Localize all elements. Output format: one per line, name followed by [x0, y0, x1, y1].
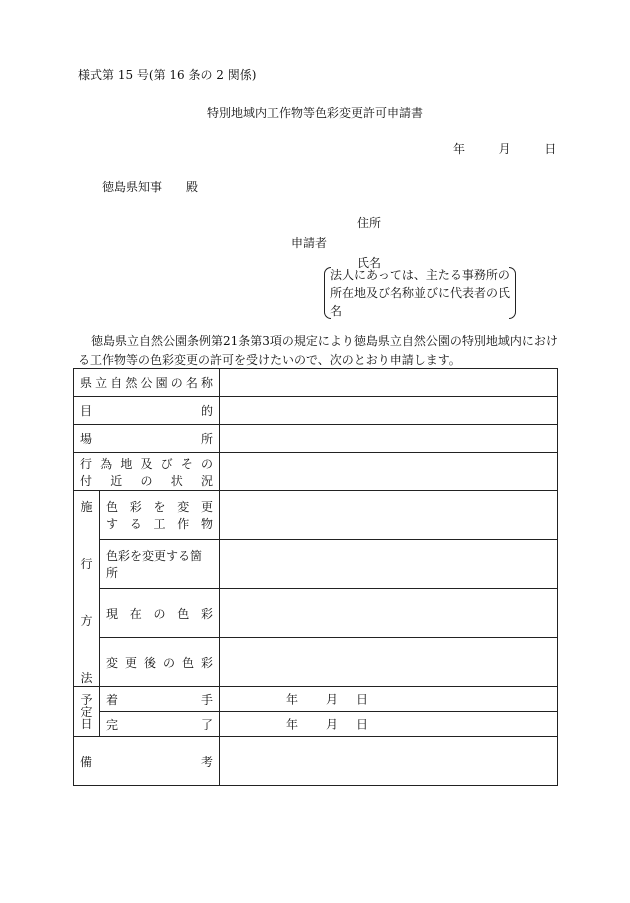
row-start: [74, 687, 558, 712]
after-color-label: 変更後の色彩: [100, 638, 220, 687]
body-text: 徳島県立自然公園条例第21条第3項の規定により徳島県立自然公園の特別地域内における工作物等の色彩変更の許可を受けたいので、次のとおり申請します。: [78, 334, 558, 367]
date-month: 月: [498, 142, 511, 156]
start-label: 着手: [100, 687, 220, 712]
structure-label: 色彩を変更 する工作物: [100, 491, 220, 540]
end-label: 完了: [100, 712, 220, 737]
park-name-field[interactable]: [220, 369, 558, 397]
row-method-current: [74, 589, 558, 638]
name-label: 氏名: [357, 256, 382, 270]
row-location: [74, 425, 558, 453]
end-day: 日: [356, 717, 369, 732]
corporation-note: [330, 266, 510, 320]
end-date-field[interactable]: [220, 712, 558, 737]
row-method-part: [74, 540, 558, 589]
row-method-structure: [74, 491, 558, 540]
method-group-label: 施 行 方 法: [74, 491, 100, 687]
row-surroundings: [74, 453, 558, 491]
end-month: 月: [326, 717, 339, 732]
remarks-label: 備考: [74, 737, 220, 786]
address-label: 住所: [357, 216, 382, 230]
current-color-label: 現在の色彩: [100, 589, 220, 638]
after-color-field[interactable]: [220, 638, 558, 687]
row-end: [74, 712, 558, 737]
remarks-field[interactable]: [220, 737, 558, 786]
addressee: 徳島県知事 殿: [102, 180, 199, 194]
corporation-note-text: 法人にあっては、主たる事務所の所在地及び名称並びに代表者の氏名: [330, 268, 511, 318]
row-remarks: [74, 737, 558, 786]
document-title: 特別地域内工作物等色彩変更許可申請書: [206, 106, 423, 120]
end-year: 年: [286, 717, 299, 732]
bracket-left: [324, 267, 331, 319]
application-table: [73, 368, 558, 786]
date-year: 年: [453, 142, 466, 156]
park-name-label: 県立自然公園の名称: [74, 369, 220, 397]
row-park-name: [74, 369, 558, 397]
start-month: 月: [326, 692, 339, 707]
date-line: [453, 140, 556, 157]
part-field[interactable]: [220, 540, 558, 589]
part-label: 色彩を変更する箇所: [100, 540, 220, 589]
start-date-field[interactable]: [220, 687, 558, 712]
purpose-label: 目的: [74, 397, 220, 425]
row-purpose: [74, 397, 558, 425]
surroundings-field[interactable]: [220, 453, 558, 491]
location-field[interactable]: [220, 425, 558, 453]
location-label: 場所: [74, 425, 220, 453]
structure-field[interactable]: [220, 491, 558, 540]
bracket-right: [509, 267, 516, 319]
applicant-label: 申請者: [291, 236, 328, 250]
row-method-after: [74, 638, 558, 687]
surroundings-label: 行為地及びその 付近の状況: [74, 453, 220, 491]
form-number: 様式第 15 号(第 16 条の 2 関係): [78, 68, 257, 82]
schedule-group-label: 予 定 日: [74, 687, 100, 737]
start-day: 日: [356, 692, 369, 707]
current-color-field[interactable]: [220, 589, 558, 638]
date-day: 日: [544, 142, 557, 156]
purpose-field[interactable]: [220, 397, 558, 425]
start-year: 年: [286, 692, 299, 707]
